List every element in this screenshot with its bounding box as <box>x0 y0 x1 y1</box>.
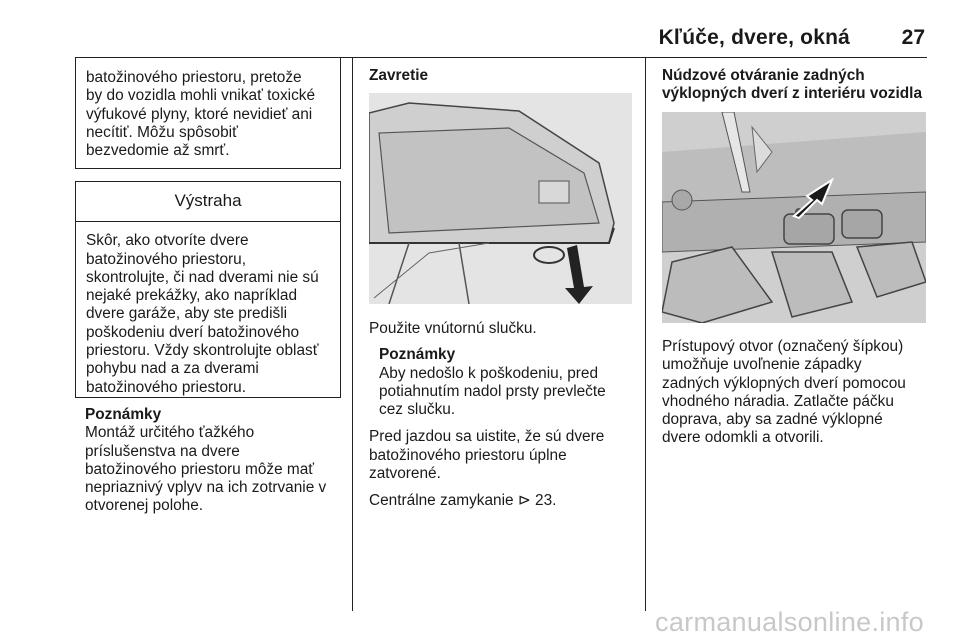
note-line: príslušenstva na dvere <box>85 442 240 460</box>
warning-line: dvere garáže, aby ste predišli <box>86 305 288 323</box>
warning-line: poškodeniu dverí batožinového <box>86 323 300 341</box>
warning-line: skontrolujte, či nad dverami nie sú <box>86 268 319 286</box>
column-divider-1 <box>352 57 353 611</box>
warning-line: Skôr, ako otvoríte dvere <box>86 232 249 250</box>
note-line: Montáž určitého ťažkého <box>85 424 255 442</box>
paragraph-line: zatvorené. <box>369 465 441 483</box>
warning-line: pohybu nad a za dverami <box>86 360 259 378</box>
body-line: doprava, aby sa zadné výklopné <box>662 411 883 429</box>
tailgate-illustration-svg <box>369 93 632 304</box>
warning-continued-line: batožinového priestoru, pretože <box>86 69 302 86</box>
right-heading-block <box>662 67 937 104</box>
note-line: batožinového priestoru môže mať <box>85 460 315 478</box>
note-line: potiahnutím nadol prsty prevlečte <box>379 382 606 400</box>
paragraph-line: Pred jazdou sa uistite, že sú dvere <box>369 428 605 446</box>
page-number: 27 <box>901 26 925 49</box>
chapter-title: Kľúče, dvere, okná <box>658 26 850 49</box>
warning-continued-box <box>75 57 341 169</box>
warning-continued-line: by do vozidla mohli vnikať toxické <box>86 87 316 105</box>
body-line: vhodného náradia. Zatlačte páčku <box>662 392 894 410</box>
reference-page: 23. <box>535 492 557 510</box>
section-heading-line: výklopných dverí z interiéru vozidla <box>662 85 923 103</box>
warning-continued-line: bezvedomie až smrť. <box>86 142 230 160</box>
warning-continued-line: výfukové plyny, ktoré nevidieť ani <box>86 105 313 123</box>
warning-line: priestoru. Vždy skontrolujte oblasť <box>86 342 319 360</box>
section-heading: Zavretie <box>369 67 429 84</box>
warning-line: nejaké prekážky, ako napríklad <box>86 287 298 305</box>
note-line: otvorenej polohe. <box>85 497 204 515</box>
middle-text <box>369 320 639 511</box>
left-note <box>85 406 347 516</box>
paragraph-line: batožinového priestoru úplne <box>369 446 567 464</box>
body-line: umožňuje uvoľnenie západky <box>662 356 862 374</box>
body-line: zadných výklopných dverí pomocou <box>662 374 906 392</box>
right-body <box>662 338 937 448</box>
warning-box <box>75 181 341 398</box>
body-line: dvere odomkli a otvorili. <box>662 429 824 447</box>
middle-note <box>369 346 639 419</box>
note-line: Aby nedošlo k poškodeniu, pred <box>379 364 599 382</box>
body-line: Prístupový otvor (označený šípkou) <box>662 338 904 355</box>
cross-reference[interactable] <box>369 492 639 510</box>
note-line: nepriaznivý vplyv na ich zotrvanie v <box>85 479 327 497</box>
note-line: cez slučku. <box>379 401 456 419</box>
instruction-text: Použite vnútornú slučku. <box>369 320 537 337</box>
closing-heading-block <box>369 67 639 85</box>
emergency-release-illustration <box>662 112 926 323</box>
reference-arrow-icon: ⊳ <box>517 492 531 510</box>
section-heading-line: Núdzové otváranie zadných <box>662 67 865 84</box>
note-title: Poznámky <box>379 346 456 364</box>
tailgate-closing-illustration <box>369 93 632 304</box>
note-title: Poznámky <box>85 406 162 423</box>
emergency-release-svg <box>662 112 926 323</box>
reference-text: Centrálne zamykanie <box>369 492 514 510</box>
warning-line: batožinového priestoru. <box>86 378 246 396</box>
watermark: carmanualsonline.info <box>655 607 924 637</box>
warning-title: Výstraha <box>174 191 242 210</box>
warning-continued-line: necítiť. Môžu spôsobiť <box>86 123 238 141</box>
column-divider-2 <box>645 57 646 611</box>
warning-line: batožinového priestoru, <box>86 250 246 268</box>
